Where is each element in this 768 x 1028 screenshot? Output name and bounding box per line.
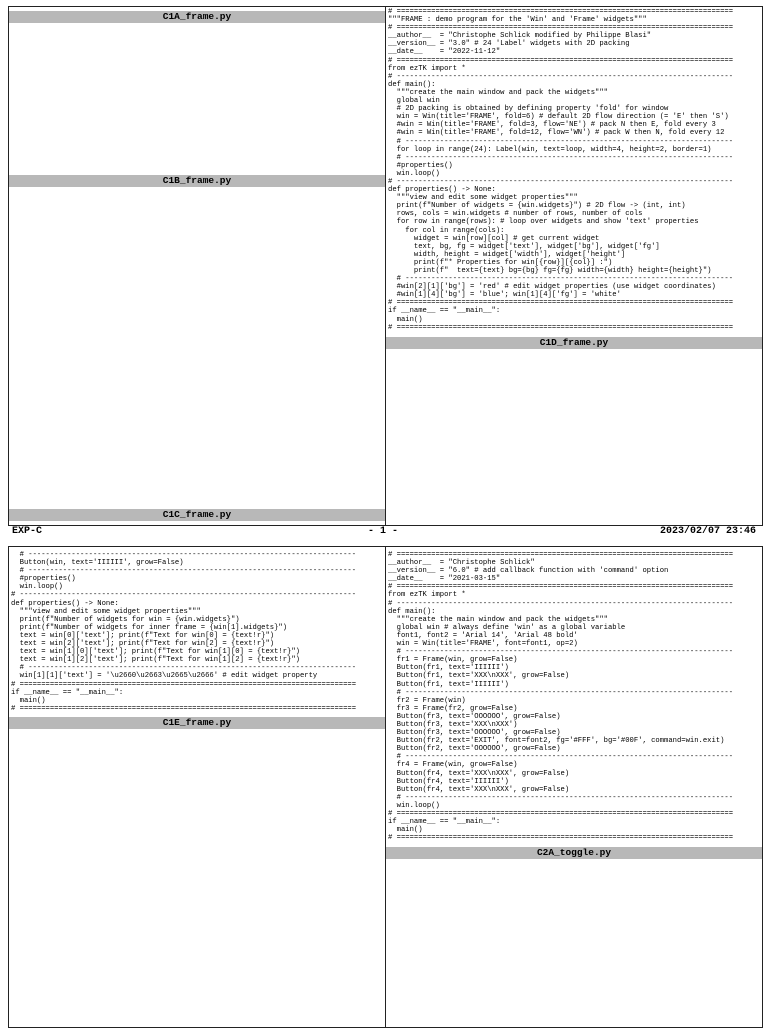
code-listing-c2a: # ============================================================================== __author__ = "Christophe Schlick" __version__ = "6.0" # add callback function with 'command' option __date__ = "2021-03-15" # ============================================================================== from ezTK import * # ------------------------------------------------------------------------------ def main(): """create the main window and pack the widgets""" global win # always define 'win' as a global variable font1, font2 = 'Arial 14', 'Arial 48 bold' win = Win(title='FRAME', font=font1, op=2) # ---------------------------------------------------------------------------- fr1 = Frame(win, grow=False) Button(fr1, text='IIIIII') Button(fr1, text='XXX\nXXX', grow=False) Button(fr1, text='IIIIII') # ---------------------------------------------------------------------------- fr2 = Frame(win) fr3 = Frame(fr2, grow=False) Button(fr3, text='OOOOOO', grow=False) Button(fr3, text='XXX\nXXX') Button(fr3, text='OOOOOO', grow=False) Button(fr2, text='EXIT', font=font2, fg='#FFF', bg='#00F', command=win.exit) Button(fr2, text='OOOOOO', grow=False) # ---------------------------------------------------------------------------- fr4 = Frame(win, grow=False) Button(fr4, text='XXX\nXXX', grow=False) Button(fr4, text='IIIIII') Button(fr4, text='XXX\nXXX', grow=False) # ---------------------------------------------------------------------------- win.loop() # ============================================================================== if __name__ == "__main__": main() # ============================================================================== [388, 551, 734, 843]
file-header-c1b: C1B_frame.py [9, 175, 385, 187]
footer-left: EXP-C [12, 526, 43, 537]
file-header-c1c: C1C_frame.py [9, 509, 385, 521]
top-right-column [386, 7, 762, 525]
footer-page-number: - 1 - [368, 526, 399, 537]
top-page [8, 6, 763, 526]
file-header-c2a: C2A_toggle.py [386, 847, 762, 859]
footer-timestamp: 2023/02/07 23:46 [659, 526, 756, 537]
file-header-c1d: C1D_frame.py [386, 337, 762, 349]
bottom-left-column [9, 547, 386, 1027]
file-header-c1e: C1E_frame.py [9, 717, 385, 729]
file-header-c1a: C1A_frame.py [9, 11, 385, 23]
top-left-column [9, 7, 386, 525]
bottom-page [8, 546, 763, 1028]
page-footer [12, 526, 756, 538]
code-listing-c1d: # ============================================================================== """FRAME : demo program for the 'Win' and 'Frame' widgets""" # ============================================================================== __author__ = "Christophe Schlick modified by Philippe Blasi" __version__ = "3.0" # 24 'Label' widgets with 2D packing __date__ = "2022-11-12" # ============================================================================== from ezTK import * # ------------------------------------------------------------------------------ def main(): """create the main window and pack the widgets""" global win # 2D packing is obtained by defining property 'fold' for window win = Win(title='FRAME', fold=6) # default 2D flow direction (= 'E' then 'S') #win = Win(title='FRAME', fold=3, flow='NE') # pack N then E, fold every 3 #win = Win(title='FRAME', fold=12, flow='WN') # pack W then N, fold every 12 # ---------------------------------------------------------------------------- for loop in range(24): Label(win, text=loop, width=4, height=2, border=1) # ---------------------------------------------------------------------------- #properties() win.loop() # ------------------------------------------------------------------------------ def properties() -> None: """view and edit some widget properties""" print(f"Number of widgets = {win.widgets}") # 2D flow -> (int, int) rows, cols = win.widgets # number of rows, number of cols for row in range(rows): # loop over widgets and show 'text' properties for col in range(cols): widget = win[row][col] # get current widget text, bg, fg = widget['text'], widget['bg'], widget['fg'] width, height = widget['width'], widget['height'] print(f"* Properties for win[{row}][{col}] :") print(f" text={text} bg={bg} fg={fg} width={width} height={height}") # ---------------------------------------------------------------------------- #win[2][1]['bg'] = 'red' # edit widget properties (use widget coordinates) #win[1][4]['bg'] = 'blue'; win[1][4]['fg'] = 'white' # ============================================================================== if __name__ == "__main__": main() # ============================================================================== [388, 8, 734, 332]
bottom-right-column [386, 547, 762, 1027]
code-listing-c1e: # ---------------------------------------------------------------------------- Button(win, text='IIIIII', grow=False) # ---------------------------------------------------------------------------- #properties() win.loop() # ------------------------------------------------------------------------------ def properties() -> None: """view and edit some widget properties""" print(f"Number of widgets for win = {win.widgets}") print(f"Number of widgets for inner frame = {win[1].widgets}") text = win[0]['text']; print(f"Text for win[0] = {text!r}") text = win[2]['text']; print(f"Text for win[2] = {text!r}") text = win[1][0]['text']; print(f"Text for win[1][0] = {text!r}") text = win[1][2]['text']; print(f"Text for win[1][2] = {text!r}") # ---------------------------------------------------------------------------- win[1][1]['text'] = '\u2660\u2663\u2665\u2666' # edit widget property # ============================================================================== if __name__ == "__main__": main() # ============================================================================== [11, 551, 357, 713]
